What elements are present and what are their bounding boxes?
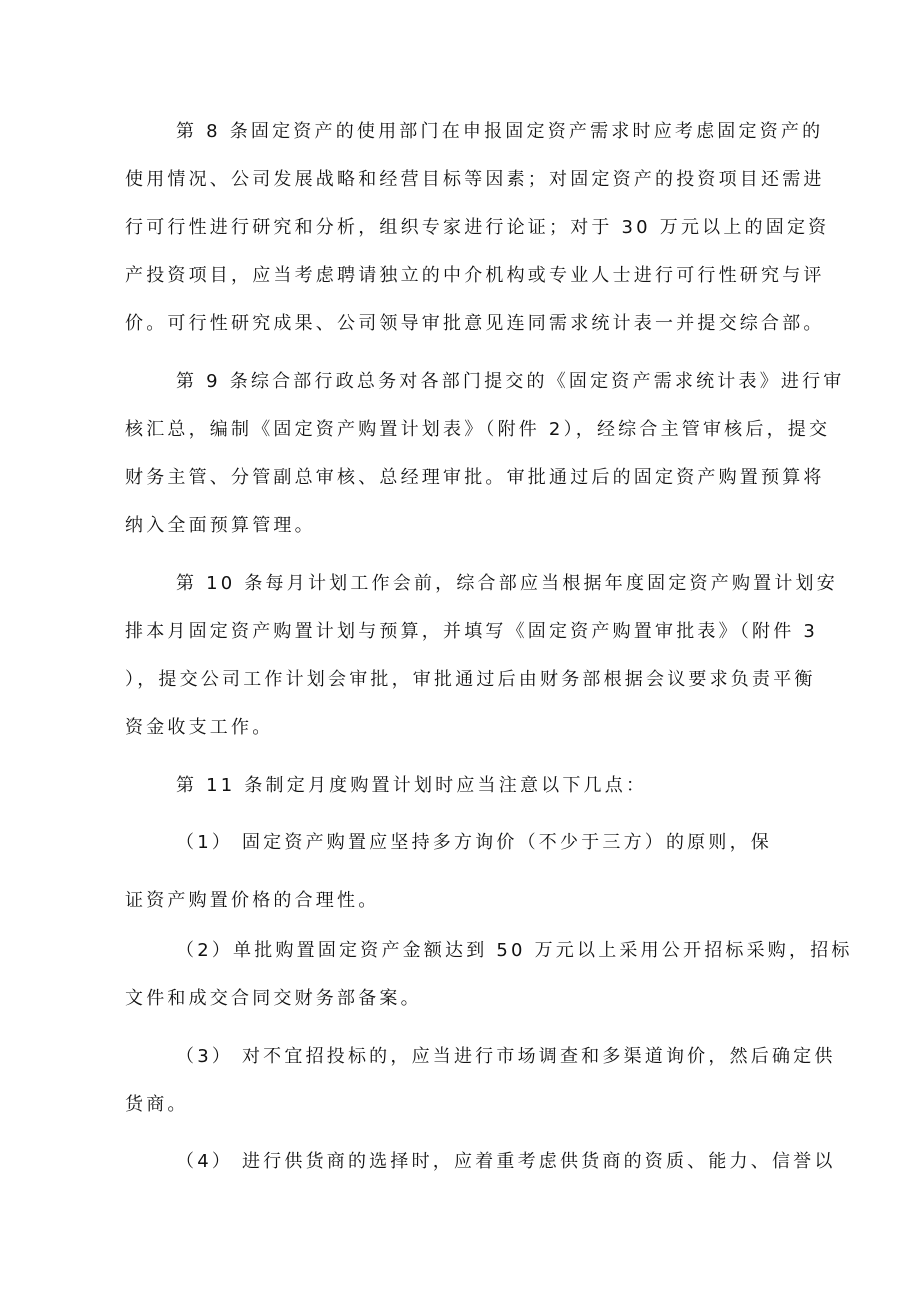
text-line: 第 11 条制定月度购置计划时应当注意以下几点： [176, 775, 648, 796]
text-line: 文件和成交合同交财务部备案。 [125, 988, 422, 1009]
text-line: 第 10 条每月计划工作会前，综合部应当根据年度固定资产购置计划安 [176, 573, 838, 594]
text-line: 排本月固定资产购置计划与预算，并填写《固定资产购置审批表》（附件 3 [125, 621, 818, 642]
text-line: 产投资项目，应当考虑聘请独立的中介机构或专业人士进行可行性研究与评 [125, 265, 825, 286]
text-line: 纳入全面预算管理。 [125, 515, 316, 536]
text-line: （4） 进行供货商的选择时，应着重考虑供货商的资质、能力、信誉以 [176, 1151, 836, 1172]
text-line: 核汇总，编制《固定资产购置计划表》（附件 2），经综合主管审核后，提交 [125, 419, 831, 440]
text-line: 货商。 [125, 1094, 189, 1115]
text-line: 财务主管、分管副总审核、总经理审批。审批通过后的固定资产购置预算将 [125, 467, 825, 488]
text-line: 第 8 条固定资产的使用部门在申报固定资产需求时应考虑固定资产的 [176, 121, 824, 142]
text-line: 第 9 条综合部行政总务对各部门提交的《固定资产需求统计表》进行审 [176, 371, 845, 392]
text-line: 证资产购置价格的合理性。 [125, 890, 380, 911]
text-line: （2）单批购置固定资产金额达到 50 万元以上采用公开招标采购，招标 [176, 940, 853, 961]
text-line: ），提交公司工作计划会审批，审批通过后由财务部根据会议要求负责平衡 [125, 669, 816, 690]
text-line: （1） 固定资产购置应坚持多方询价（不少于三方）的原则，保 [176, 832, 772, 853]
text-line: 资金收支工作。 [125, 717, 274, 738]
text-line: 行可行性进行研究和分析，组织专家进行论证；对于 30 万元以上的固定资 [125, 217, 830, 238]
text-line: （3） 对不宜招投标的，应当进行市场调查和多渠道询价，然后确定供 [176, 1046, 836, 1067]
text-line: 价。可行性研究成果、公司领导审批意见连同需求统计表一并提交综合部。 [125, 313, 825, 334]
text-line: 使用情况、公司发展战略和经营目标等因素；对固定资产的投资项目还需进 [125, 169, 825, 190]
